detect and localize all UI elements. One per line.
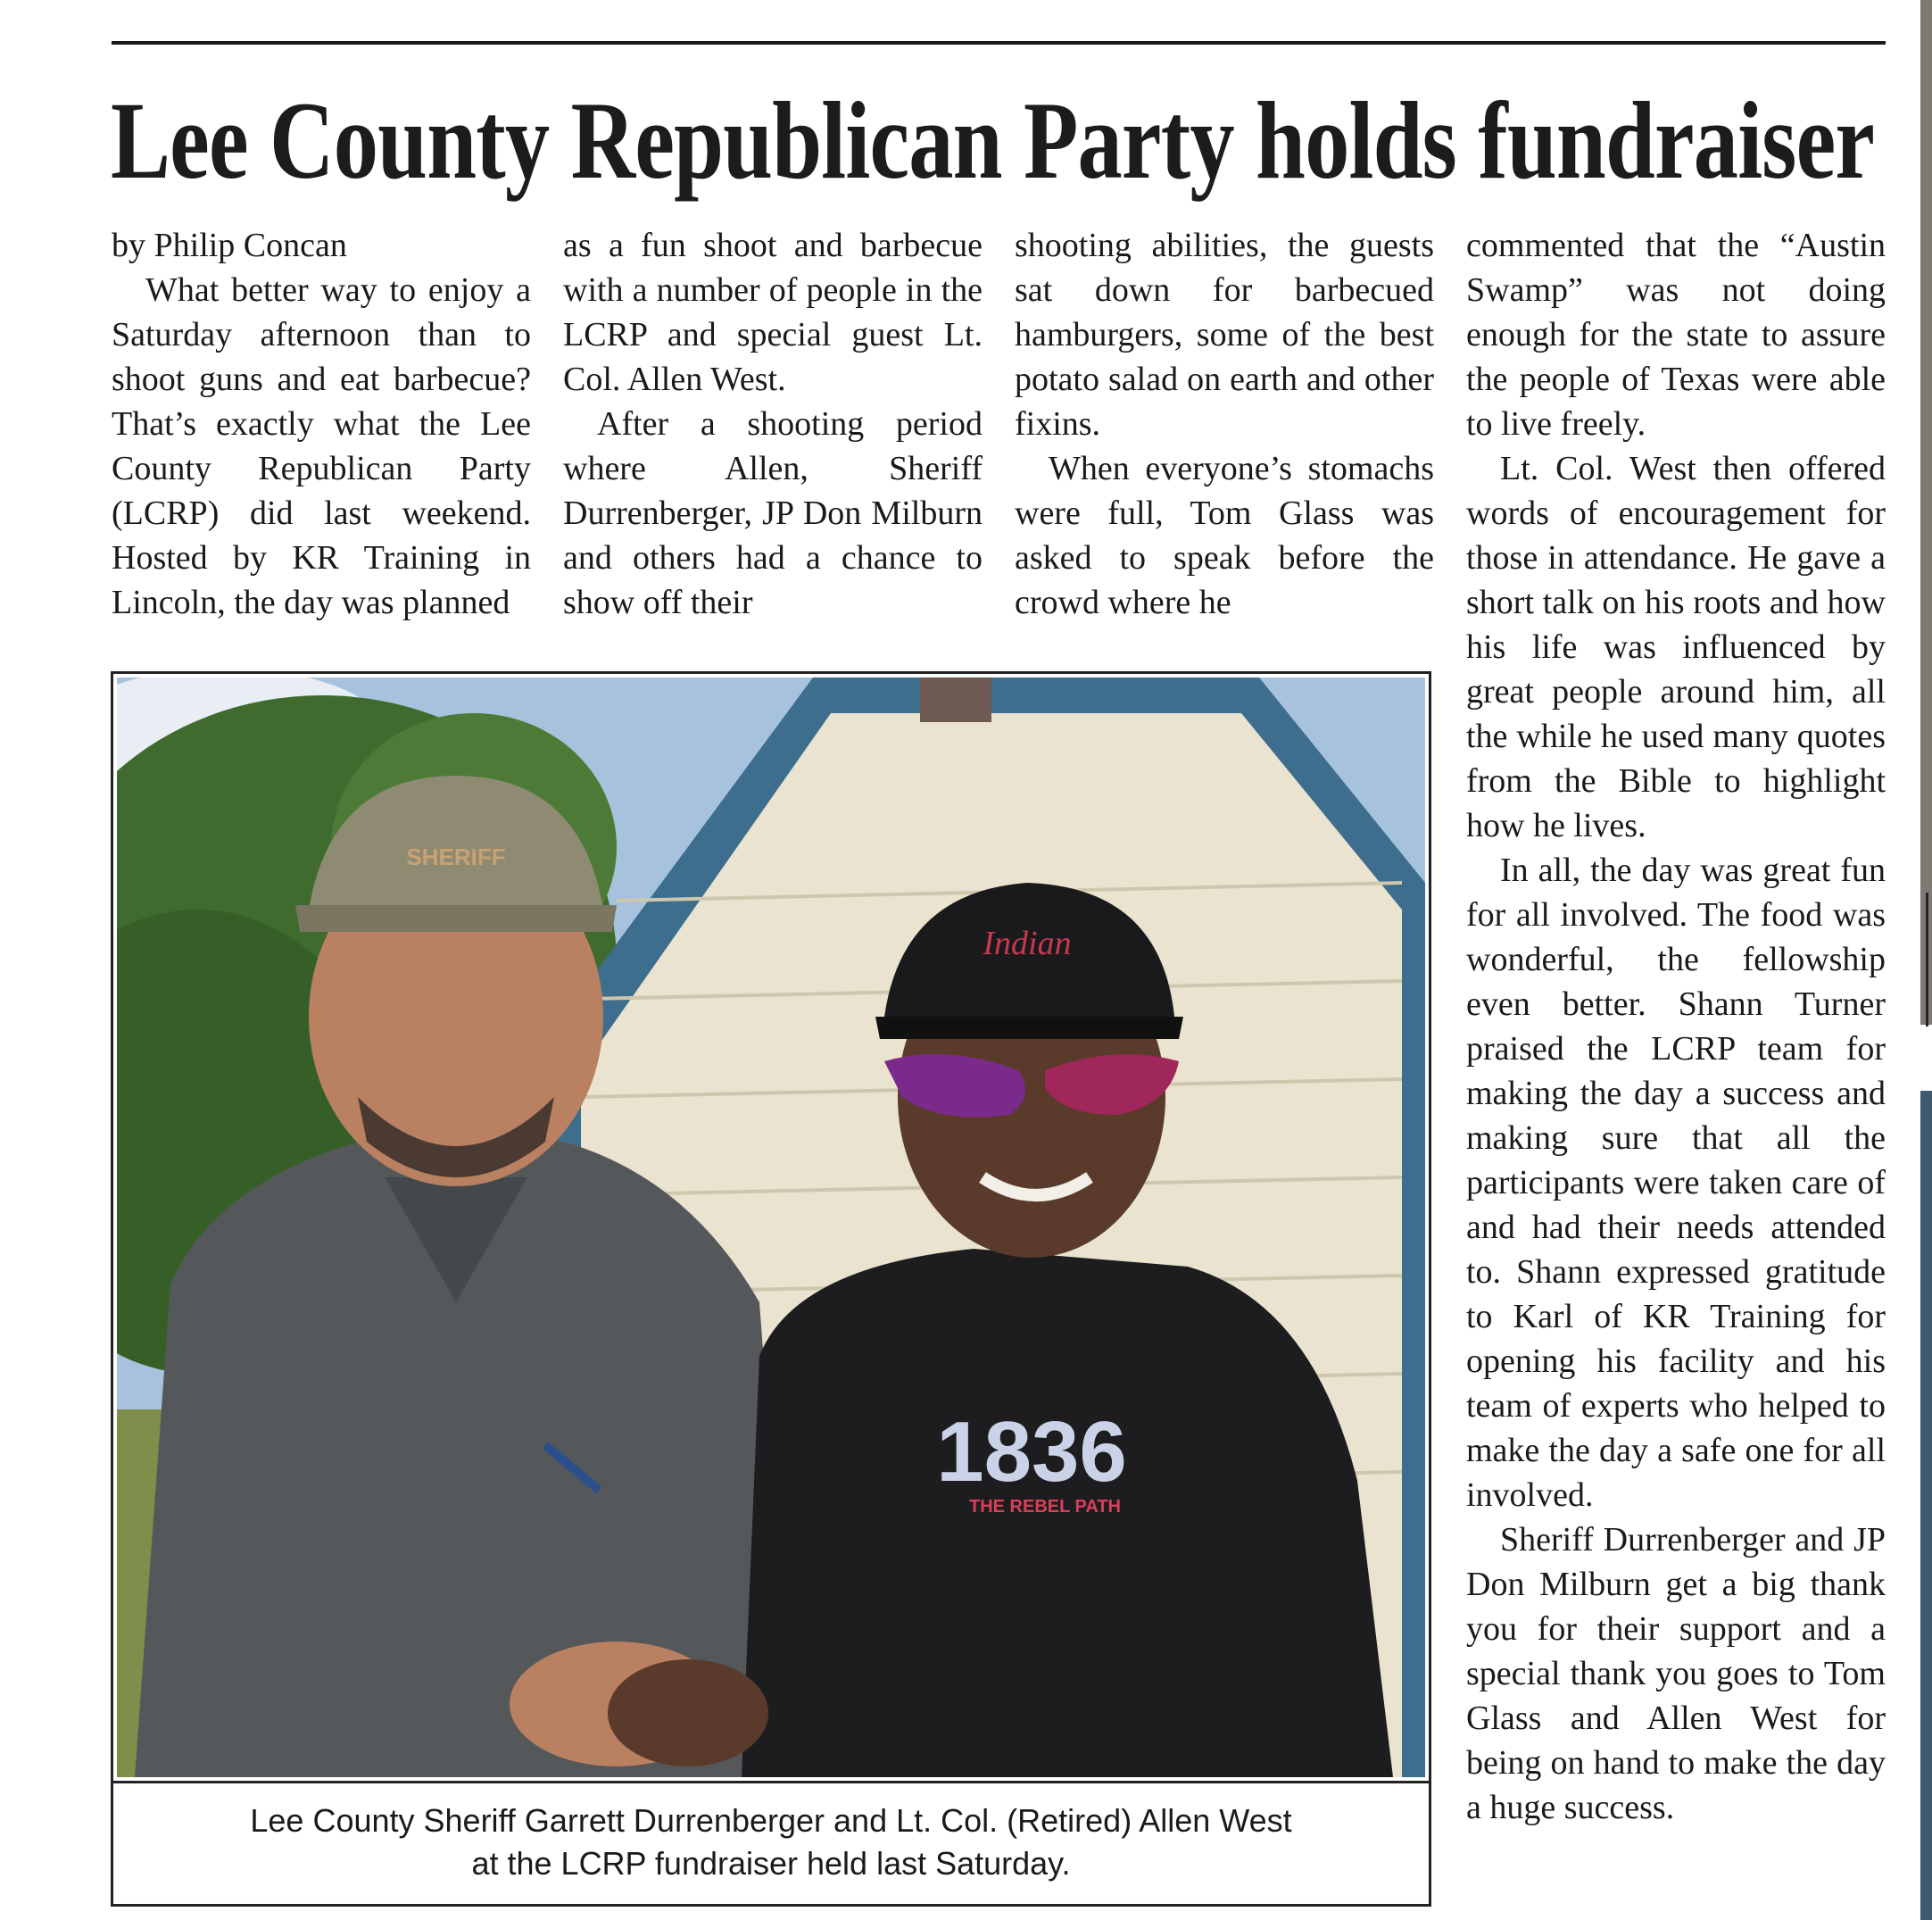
shirt-subtext: THE REBEL PATH [968, 1497, 1122, 1517]
headline: Lee County Republican Party holds fundraiser [111, 79, 1875, 202]
byline: by Philip Concan [112, 227, 347, 264]
adjacent-photo-edge [1920, 1091, 1932, 1920]
article-column-3 [1015, 223, 1434, 625]
paragraph: Lt. Col. West then offered words of encouragement for those in attendance. He gave a short talk on his roots and how his life was influenced by great people around him, all the while he used many quotes from the Bible to highlight how he lives. [1466, 450, 1886, 844]
paragraph: What better way to enjoy a Saturday afternoon than to shoot guns and eat barbecue? That’s exactly what the Lee County Republican Party (LCRP) did last weekend. Hosted by KR Training in Lincoln, the day was planned [112, 271, 531, 621]
photo-frame [111, 671, 1431, 1907]
article-column-1 [112, 223, 531, 625]
photo-caption [113, 1781, 1429, 1904]
paragraph: shooting abilities, the guests sat down for barbecued hamburgers, some of the best potato salad on earth and other fixins. [1015, 227, 1434, 443]
article-column-2 [563, 223, 983, 625]
top-rule [112, 41, 1886, 45]
paragraph: After a shooting period where Allen, Sheriff Durrenberger, JP Don Milburn and others had a chance to show off their [563, 405, 983, 621]
article-column-4 [1466, 223, 1886, 1830]
cap-logo-left: SHERIFF [406, 844, 506, 870]
adjacent-content-edge [1920, 0, 1932, 1025]
news-photo [117, 677, 1425, 1777]
paragraph: commented that the “Austin Swamp” was not doing enough for the state to assure the people of Texas were able to live freely. [1466, 227, 1886, 443]
shirt-graphic: 1836 [936, 1404, 1127, 1500]
adjacent-rule [1926, 893, 1928, 1026]
cap-logo-right: Indian [983, 925, 1072, 962]
paragraph: Sheriff Durrenberger and JP Don Milburn get a big thank you for their support and a special thank you goes to Tom Glass and Allen West for being on hand to make the day a huge success. [1466, 1521, 1886, 1826]
paragraph: In all, the day was great fun for all involved. The food was wonderful, the fellowship even better. Shann Turner praised the LCRP team for making the day a success and making sure that all the participants were taken care of and had their needs attended to. Shann expressed gratitude to Karl of KR Training for opening his facility and his team of experts who helped to make the day a safe one for all involved. [1466, 852, 1886, 1514]
paragraph: When everyone’s stomachs were full, Tom Glass was asked to speak before the crowd where he [1015, 450, 1434, 621]
caption-line-1: Lee County Sheriff Garrett Durrenberger and Lt. Col. (Retired) Allen West [250, 1802, 1292, 1839]
caption-line-2: at the LCRP fundraiser held last Saturday. [471, 1845, 1071, 1882]
paragraph: as a fun shoot and barbecue with a number of people in the LCRP and special guest Lt. Col. Allen West. [563, 227, 983, 398]
photo-illustration [117, 677, 1425, 1777]
